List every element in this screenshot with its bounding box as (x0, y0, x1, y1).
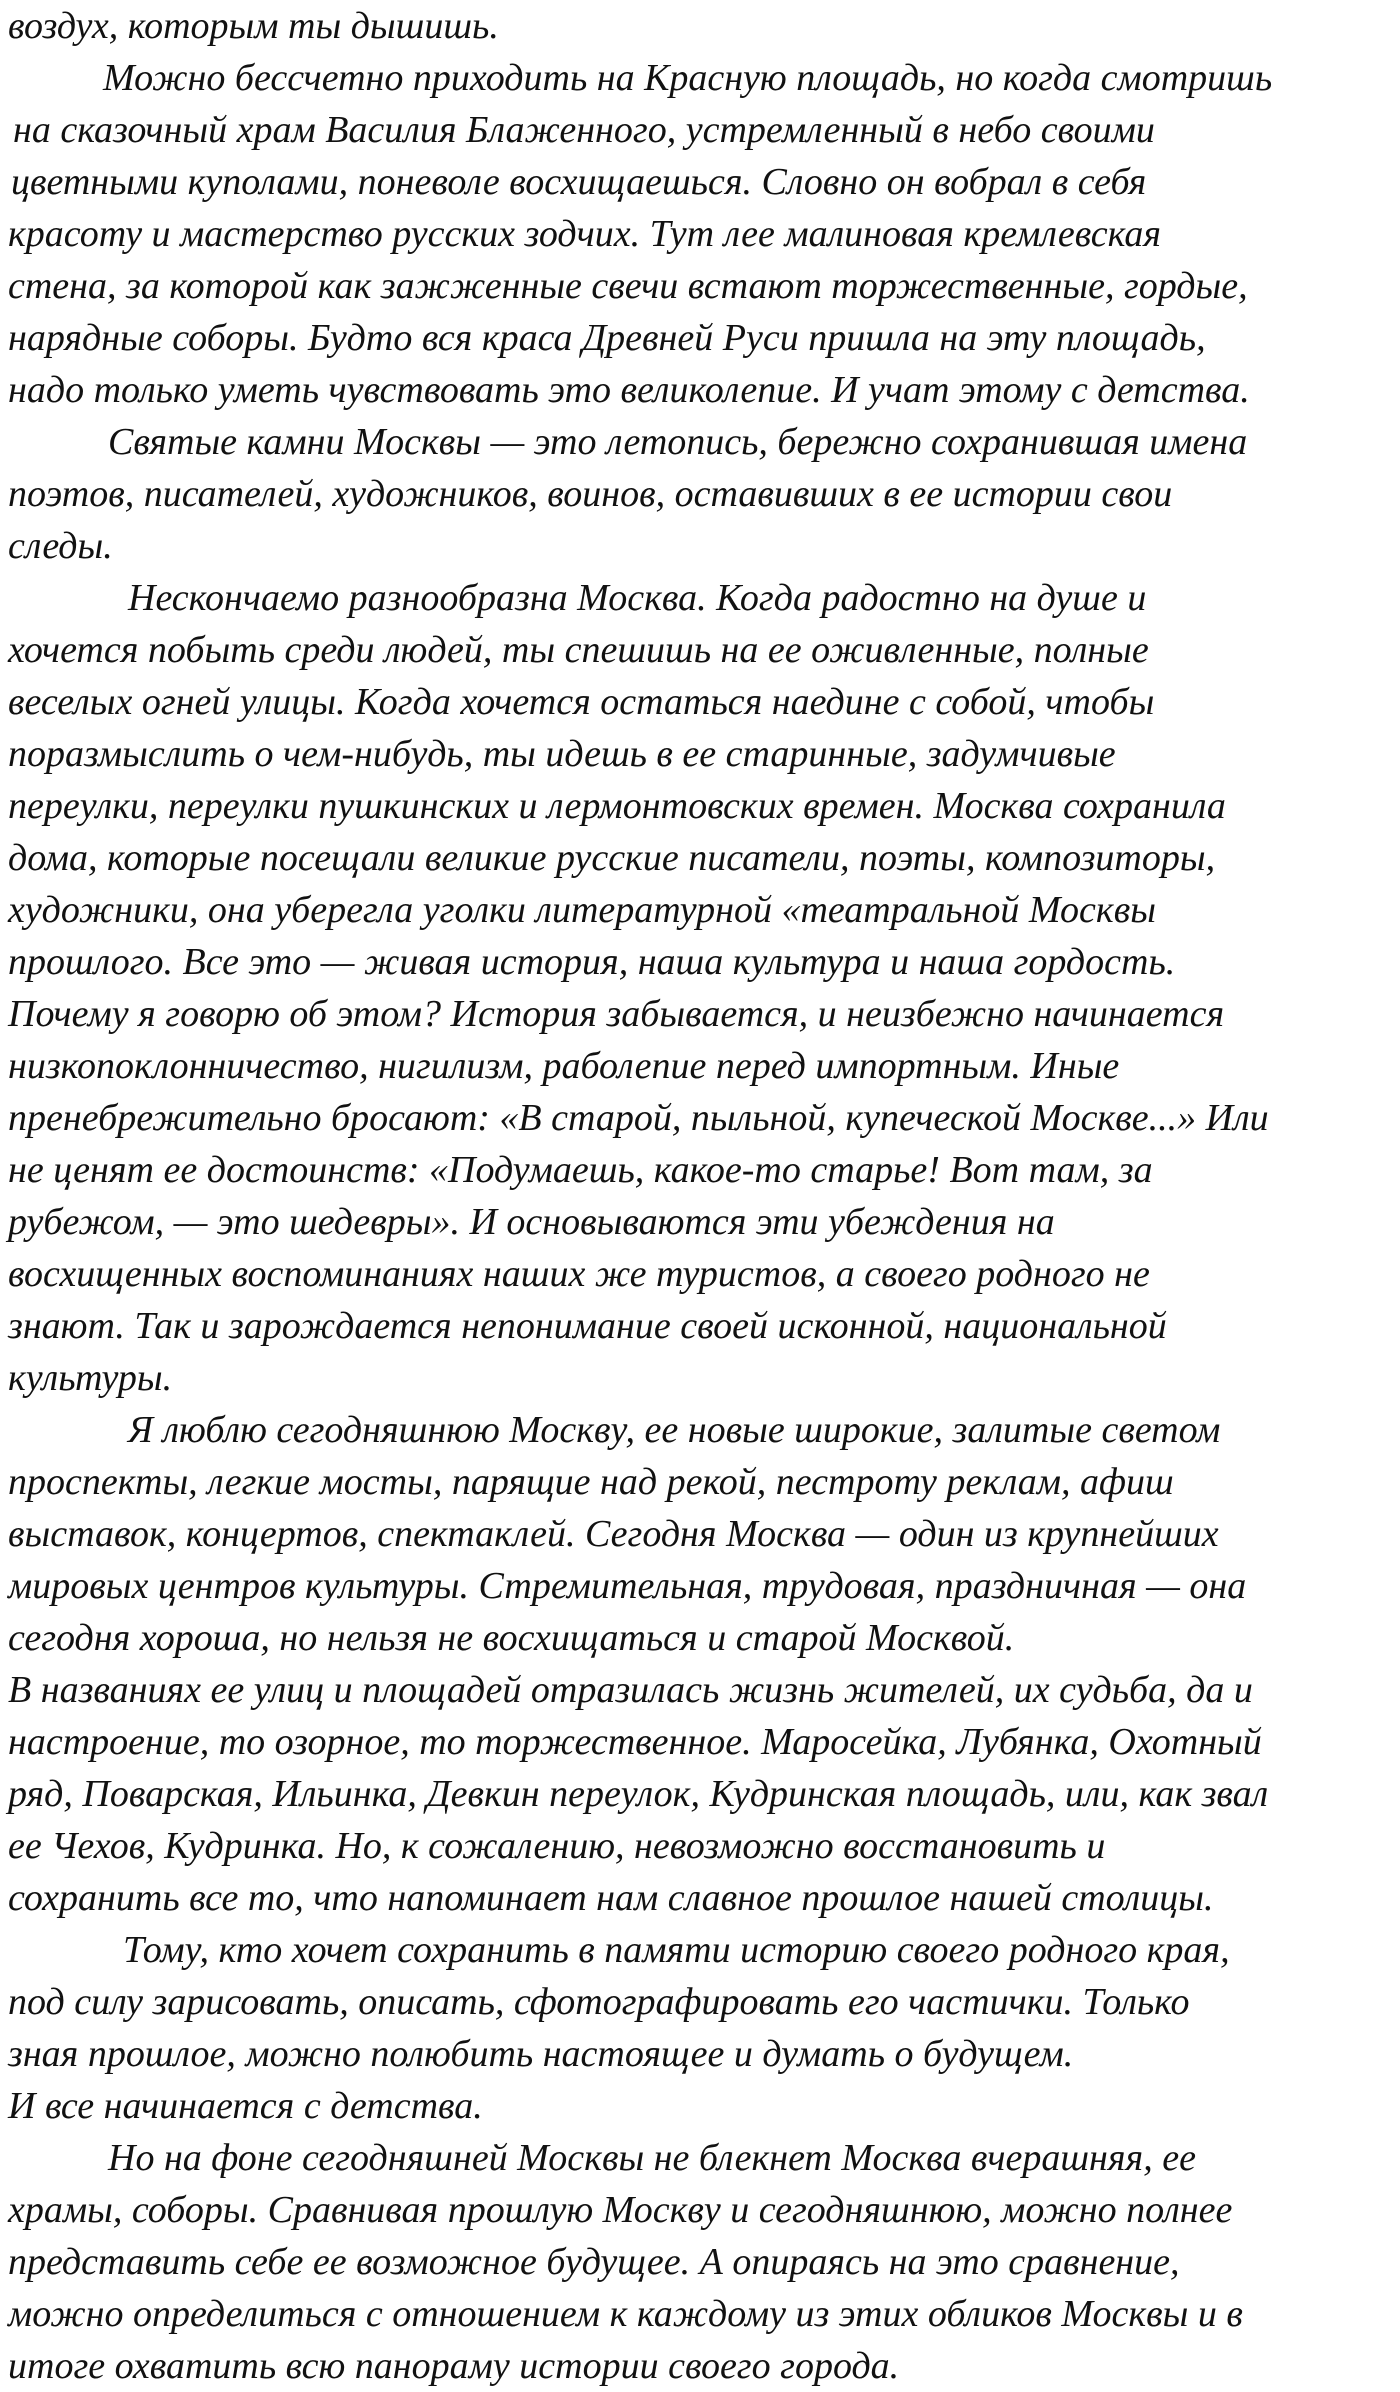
text-line: хочется побыть среди людей, ты спешишь на ее оживленные, полные (8, 629, 1149, 671)
text-line: стена, за которой как зажженные свечи встают торжественные, гордые, (8, 265, 1248, 307)
text-line: нарядные соборы. Будто вся краса Древней Руси пришла на эту площадь, (8, 317, 1206, 359)
text-line: надо только уметь чувствовать это великолепие. И учат этому с детства. (8, 369, 1250, 411)
text-line: следы. (8, 525, 113, 567)
text-line: ее Чехов, Кудринка. Но, к сожалению, невозможно восстановить и (8, 1825, 1106, 1867)
text-line: не ценят ее достоинств: «Подумаешь, какое-то старье! Вот там, за (8, 1149, 1153, 1191)
text-line: В названиях ее улиц и площадей отразилась жизнь жителей, их судьба, да и (8, 1669, 1253, 1711)
text-line: храмы, соборы. Сравнивая прошлую Москву и сегодняшнюю, можно полнее (8, 2189, 1233, 2231)
text-line: на сказочный храм Василия Блаженного, устремленный в небо своими (13, 109, 1155, 151)
text-line: ряд, Поварская, Ильинка, Девкин переулок, Кудринская площадь, или, как звал (8, 1773, 1269, 1815)
text-line: пренебрежительно бросают: «В старой, пыльной, купеческой Москве...» Или (8, 1097, 1269, 1139)
text-line: сохранить все то, что напоминает нам славное прошлое нашей столицы. (8, 1877, 1214, 1919)
text-line: рубежом, — это шедевры». И основываются эти убеждения на (8, 1201, 1055, 1243)
text-line: Почему я говорю об этом? История забывается, и неизбежно начинается (8, 993, 1225, 1035)
text-line: цветными куполами, поневоле восхищаешься. Словно он вобрал в себя (11, 161, 1147, 203)
text-line: воздух, которым ты дышишь. (8, 5, 499, 47)
text-line: прошлого. Все это — живая история, наша культура и наша гордость. (8, 941, 1176, 983)
text-line: проспекты, легкие мосты, парящие над рекой, пестроту реклам, афиш (8, 1461, 1174, 1503)
text-line: Можно бессчетно приходить на Красную площадь, но когда смотришь (103, 57, 1273, 99)
text-line: красоту и мастерство русских зодчих. Тут лее малиновая кремлевская (8, 213, 1162, 255)
document-text-body (8, 0, 1390, 2392)
text-line: выставок, концертов, спектаклей. Сегодня Москва — один из крупнейших (8, 1513, 1219, 1555)
text-line: под силу зарисовать, описать, сфотографировать его частички. Только (8, 1981, 1190, 2023)
text-line: можно определиться с отношением к каждому из этих обликов Москвы и в (8, 2293, 1243, 2335)
text-line: веселых огней улицы. Когда хочется остаться наедине с собой, чтобы (8, 681, 1155, 723)
text-line: итоге охватить всю панораму истории своего города. (8, 2345, 900, 2387)
text-line: восхищенных воспоминаниях наших же туристов, а своего родного не (8, 1253, 1150, 1295)
text-line: Нескончаемо разнообразна Москва. Когда радостно на душе и (128, 577, 1147, 619)
text-line: зная прошлое, можно полюбить настоящее и думать о будущем. (8, 2033, 1074, 2075)
text-line: низкопоклонничество, нигилизм, раболепие перед импортным. Иные (8, 1045, 1120, 1087)
text-line: поэтов, писателей, художников, воинов, оставивших в ее истории свои (8, 473, 1173, 515)
text-line: мировых центров культуры. Стремительная, трудовая, праздничная — она (8, 1565, 1247, 1607)
text-line: поразмыслить о чем-нибудь, ты идешь в ее старинные, задумчивые (8, 733, 1116, 775)
text-line: Я люблю сегодняшнюю Москву, ее новые широкие, залитые светом (128, 1409, 1221, 1451)
text-line: знают. Так и зарождается непонимание своей исконной, национальной (8, 1305, 1167, 1347)
text-line: культуры. (8, 1357, 173, 1399)
text-line: переулки, переулки пушкинских и лермонтовских времен. Москва сохранила (8, 785, 1226, 827)
text-line: сегодня хороша, но нельзя не восхищаться и старой Москвой. (8, 1617, 1015, 1659)
text-line: настроение, то озорное, то торжественное. Маросейка, Лубянка, Охотный (8, 1721, 1262, 1763)
text-line: представить себе ее возможное будущее. А опираясь на это сравнение, (8, 2241, 1180, 2283)
text-line: И все начинается с детства. (8, 2085, 483, 2127)
text-line: дома, которые посещали великие русские писатели, поэты, композиторы, (8, 837, 1216, 879)
text-line: художники, она уберегла уголки литературной «театральной Москвы (8, 889, 1156, 931)
text-line: Святые камни Москвы — это летопись, бережно сохранившая имена (108, 421, 1248, 463)
text-line: Тому, кто хочет сохранить в памяти историю своего родного края, (123, 1929, 1230, 1971)
text-line: Но на фоне сегодняшней Москвы не блекнет Москва вчерашняя, ее (108, 2137, 1196, 2179)
